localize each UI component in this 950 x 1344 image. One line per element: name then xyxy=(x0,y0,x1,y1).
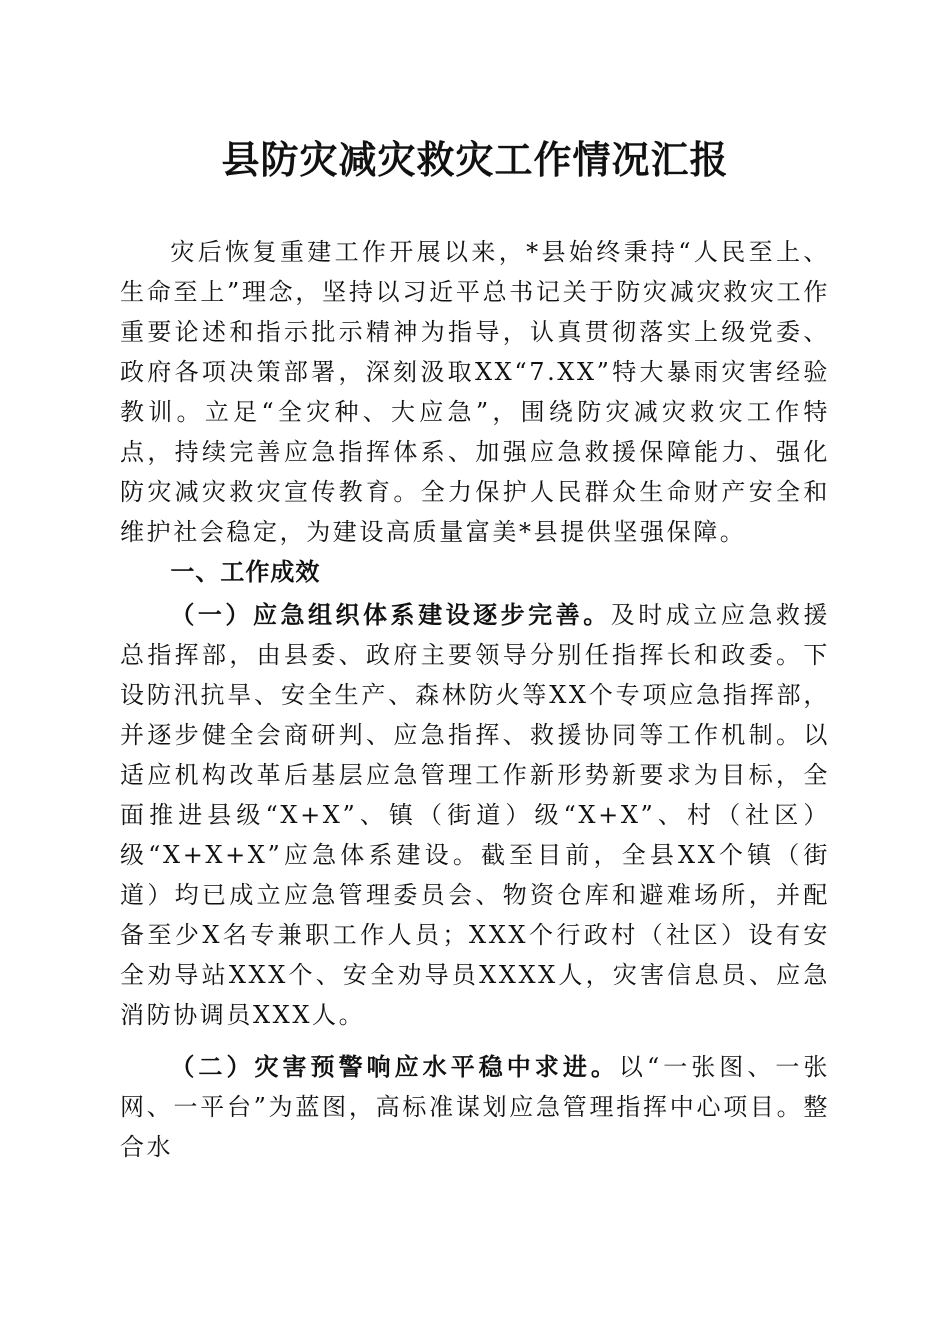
section-heading-work-results: 一、工作成效 xyxy=(170,558,321,586)
item2-paragraph xyxy=(120,1047,830,1167)
item2-body: 以“一张图、一张网、一平台”为蓝图，高标准谋划应急管理指挥中心项目。整合水 xyxy=(120,1053,830,1161)
item1-heading: （一）应急组织体系建设逐步完善。 xyxy=(170,600,611,629)
intro-paragraph: 灾后恢复重建工作开展以来，*县始终秉持“人民至上、生命至上”理念，坚持以习近平总书记关于防灾减灾救灾工作重要论述和指示批示精神为指导，认真贯彻落实上级党委、政府各项决策部署，深刻汲取XX“7.XX”特大暴雨灾害经验教训。立足“全灾种、大应急”，围绕防灾减灾救灾工作特点，持续完善应急指挥体系、加强应急救援保障能力、强化防灾减灾救灾宣传教育。全力保护人民群众生命财产安全和维护社会稳定，为建设高质量富美*县提供坚强保障。 xyxy=(120,238,830,546)
document-title: 县防灾减灾救灾工作情况汇报 xyxy=(221,137,729,182)
item1-body: 及时成立应急救援总指挥部，由县委、政府主要领导分别任指挥长和政委。下设防汛抗旱、安全生产、森林防火等XX个专项应急指挥部，并逐步健全会商研判、应急指挥、救援协同等工作机制。以适应机构改革后基层应急管理工作新形势新要求为目标，全面推进县级“X+X”、镇（街道）级“X+X”、村（社区）级“X+X+X”应急体系建设。截至目前，全县XX个镇（街道）均已成立应急管理委员会、物资仓库和避难场所，并配备至少X名专兼职工作人员；XXX个行政村（社区）设有安全劝导站XXX个、安全劝导员XXXX人，灾害信息员、应急消防协调员XXX人。 xyxy=(120,601,830,1029)
item2-heading: （二）灾害预警响应水平稳中求进。 xyxy=(170,1052,619,1081)
document-body xyxy=(120,232,830,1167)
item1-paragraph xyxy=(120,595,830,1035)
